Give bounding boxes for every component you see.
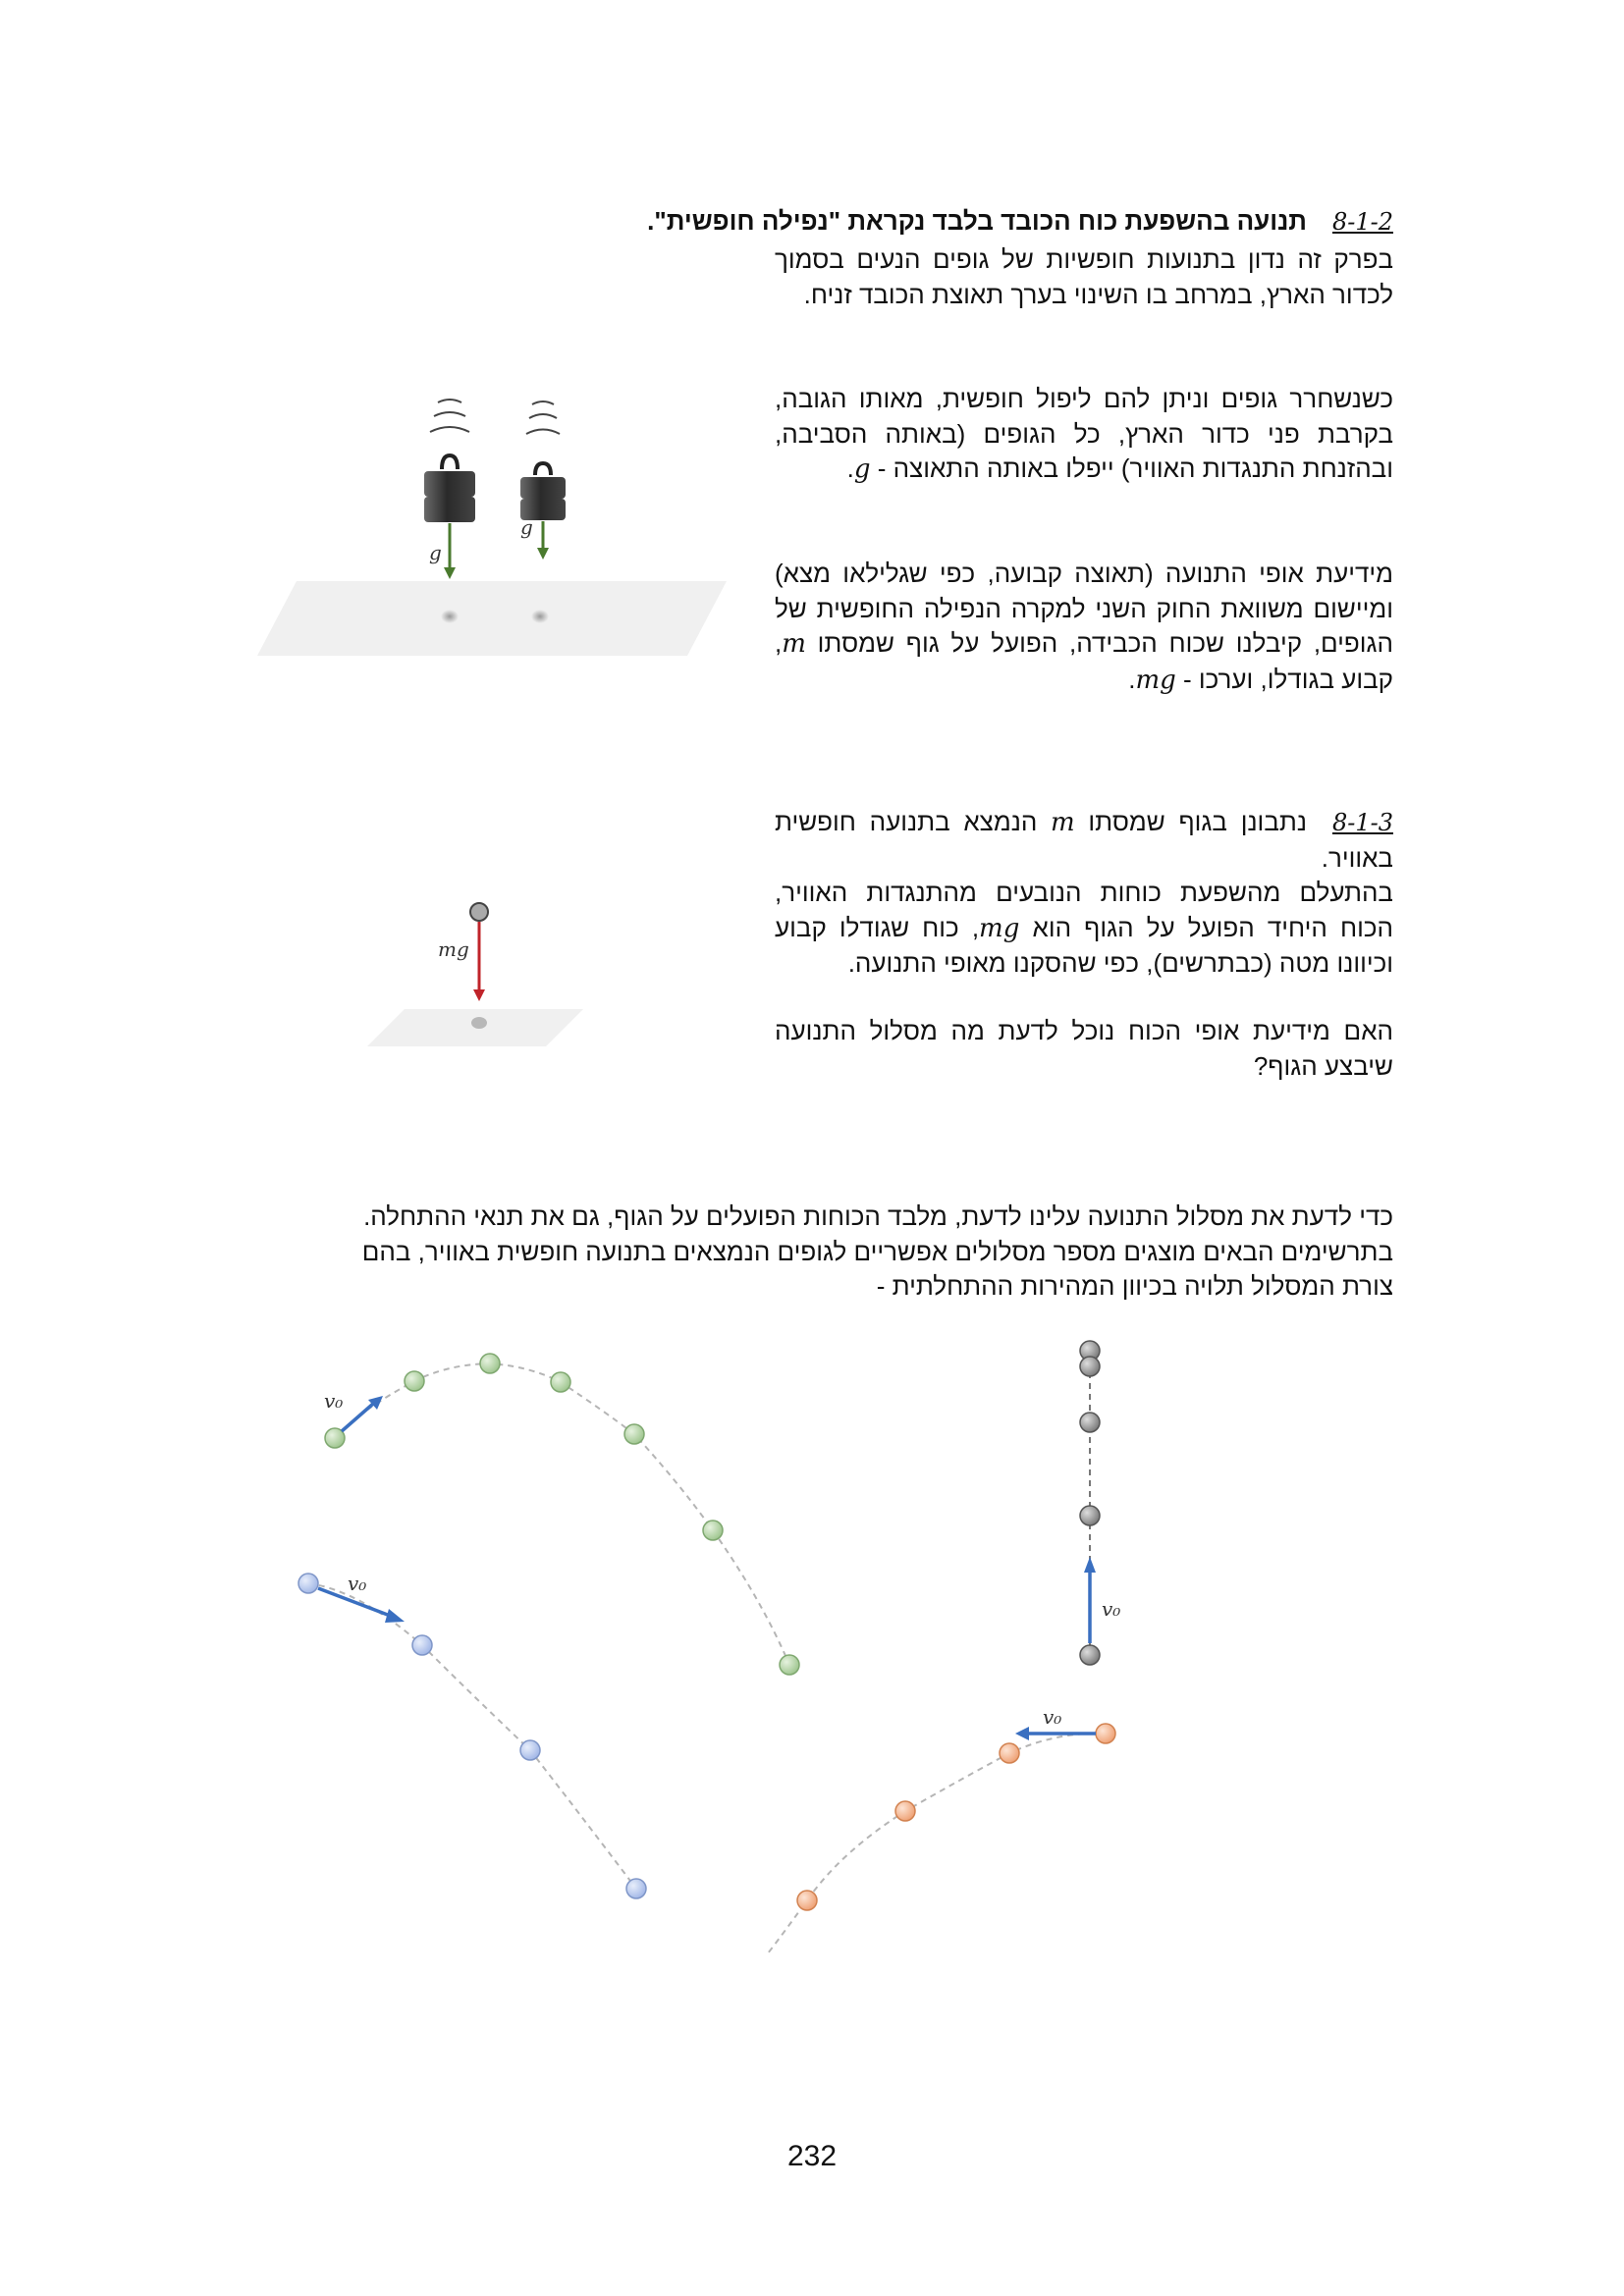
symbol-g: g: [853, 454, 871, 484]
velocity-label-orange: v₀: [1043, 1705, 1062, 1729]
page-number: 232: [786, 2140, 838, 2172]
paragraph-gravity-force: מידיעת אופי התנועה (תאוצה קבועה, כפי שגלילאו מצא) ומיישום משוואת החוק השני למקרה הנפילה החופשית של הגופים, קיבלנו שכוח הכבידה, הפועל על גוף שמסתו m, קבוע בגודלו, וערכו - mg.: [775, 559, 1393, 695]
section-number: 8-1-2: [1331, 208, 1393, 236]
weight-left-label: g: [429, 541, 442, 564]
section-title: תנועה בהשפעת כוח הכובד בלבד נקראת "נפילה חופשית".: [647, 206, 1307, 236]
ball: [470, 903, 488, 921]
force-label-mg: mg: [438, 937, 469, 961]
section-heading-8-1-2: [313, 201, 1393, 241]
paragraph-body-in-air: 8-1-3נתבונן בגוף שמסתו m הנמצא בתנועה חופשית באוויר. בהתעלם מהשפעת כוחות הנובעים מהתנגדות האוויר, הכוח היחיד הפועל על הגוף הוא mg, כוח שגודלו קבוע וכיוונו מטה (כבתרשים), כפי שהסקנו מאופי התנועה.: [775, 807, 1393, 978]
paragraph-initial-conditions: כדי לדעת את מסלול התנועה עלינו לדעת, מלבד הכוחות הפועלים על הגוף, גם את תנאי ההתחלה. בתרשימים הבאים מוצגים מספר מסלולים אפשריים לגופים הנמצאים בתנועה חופשית באוויר, בהם צורת המסלול תלויה בכיוון המהירות ההתחלתית -: [361, 1201, 1393, 1301]
paragraph-question: האם מידיעת אופי הכוח נוכל לדעת מה מסלול התנועה שיבצע הגוף?: [775, 1016, 1393, 1081]
paragraph-intro: בפרק זה נדון בתנועות חופשיות של גופים הנעים בסמוך לכדור הארץ, במרחב בו השינוי בערך תאוצת הכובד זניח.: [775, 244, 1393, 309]
paragraph-free-fall: כשנשחרר גופים וניתן להם ליפול חופשית, מאותו הגובה, בקרבת פני כדור הארץ, כל הגופים (באותה הסביבה, ובהזנחת התנגדות האוויר) ייפלו באותה התאוצה - g.: [775, 384, 1393, 484]
shadow-right: [531, 610, 549, 623]
weight-right-label: g: [520, 515, 533, 539]
section-number-8-1-3: 8-1-3: [1331, 809, 1393, 836]
velocity-label-green: v₀: [324, 1389, 344, 1413]
floor-plane: [257, 581, 727, 656]
trajectories-figure: [291, 1337, 1141, 1957]
falling-weights-figure: [257, 391, 727, 664]
symbol-mg: mg: [1135, 665, 1176, 695]
force-diagram-figure: [353, 891, 583, 1048]
velocity-label-blue: v₀: [348, 1572, 367, 1595]
shadow-left: [441, 610, 459, 623]
symbol-m: m: [782, 629, 806, 659]
ball-shadow: [471, 1017, 487, 1029]
velocity-label-gray: v₀: [1102, 1597, 1121, 1621]
